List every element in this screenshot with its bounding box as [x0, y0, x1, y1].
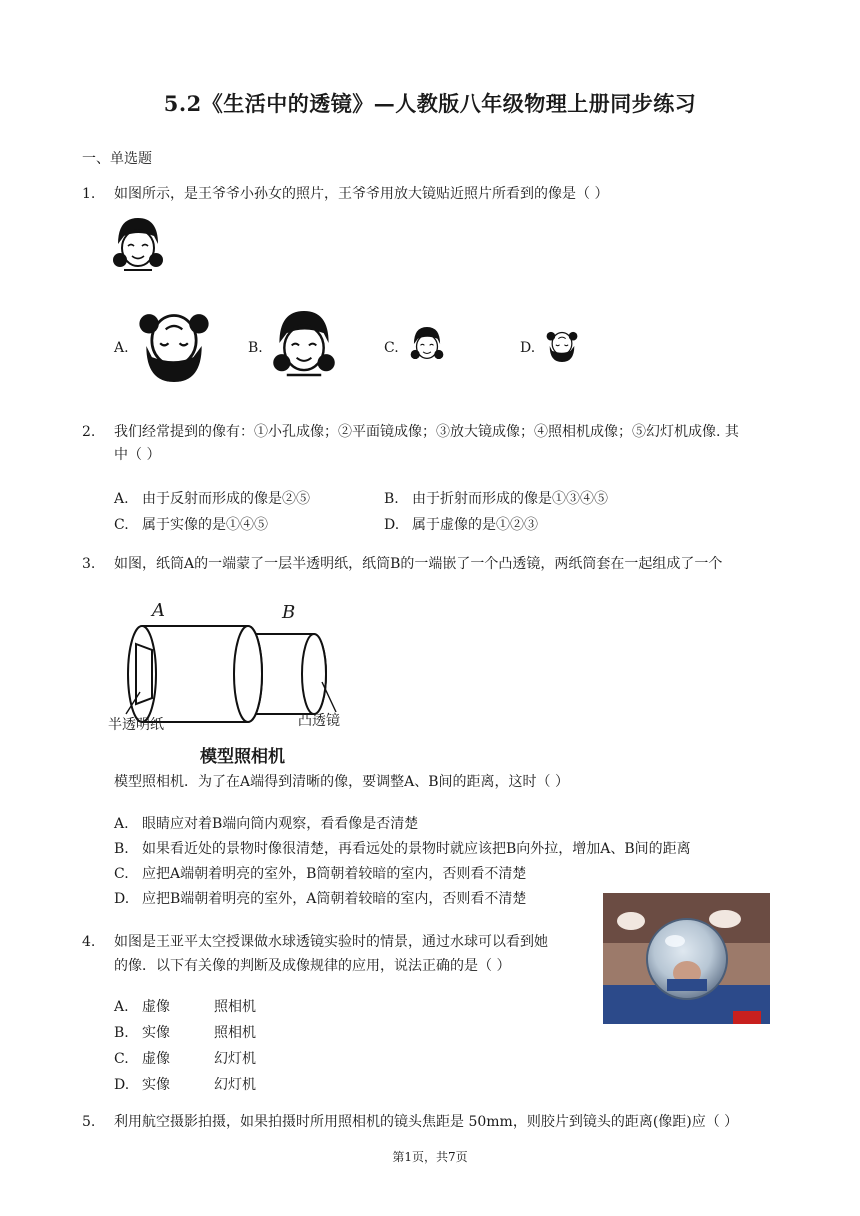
- q3-option-d-label: D.: [114, 891, 130, 907]
- q3-option-d[interactable]: [114, 888, 526, 908]
- q1-option-b-image: [272, 306, 336, 380]
- q4-option-b-image-type: 实像: [142, 1025, 170, 1041]
- q3-option-c[interactable]: [114, 863, 526, 883]
- q1-text: 如图所示，是王爷爷小孙女的照片，王爷爷用放大镜贴近照片所看到的像是（ ）: [114, 186, 609, 202]
- q4-option-d[interactable]: [114, 1074, 256, 1094]
- q2-option-c[interactable]: [114, 514, 268, 534]
- q1-option-d-image: [546, 326, 578, 366]
- q2-option-b-label: B.: [384, 491, 399, 507]
- q3-text-line1: 如图，纸筒A的一端蒙了一层半透明纸，纸筒B的一端嵌了一个凸透镜，两纸筒套在一起组成了一个: [114, 556, 723, 572]
- q4-option-d-application: 幻灯机: [214, 1077, 256, 1093]
- q2-option-b[interactable]: [384, 488, 608, 508]
- q4-option-c[interactable]: [114, 1048, 256, 1068]
- q2-option-d[interactable]: [384, 514, 538, 534]
- q2-text-line1: 我们经常提到的像有：①小孔成像；②平面镜成像；③放大镜成像；④照相机成像；⑤幻灯机成像. 其: [114, 424, 739, 440]
- q3-option-a-text: 眼睛应对着B端向筒内观察，看看像是否清楚: [142, 816, 419, 832]
- q4-option-a-label: A.: [114, 999, 129, 1015]
- q1-option-a-image: [138, 300, 210, 392]
- q4-option-b-application: 照相机: [214, 1025, 256, 1041]
- q2-option-b-text: 由于折射而形成的像是①③④⑤: [412, 491, 608, 507]
- q1-option-c-label[interactable]: C.: [384, 340, 399, 356]
- q3-option-b-label: B.: [114, 841, 129, 857]
- q5-number: 5.: [82, 1114, 96, 1130]
- q4-option-a[interactable]: [114, 996, 256, 1016]
- q1-option-c-image: [410, 324, 444, 364]
- q3-figure-camera-model: [108, 598, 358, 770]
- section-heading: 一、单选题: [82, 151, 152, 167]
- page-footer: 第1页，共7页: [392, 1150, 468, 1164]
- q3-figure-label-paper: 半透明纸: [108, 717, 164, 733]
- q3-number: 3.: [82, 556, 96, 572]
- q3-option-a-label: A.: [114, 816, 129, 832]
- q3-option-d-text: 应把B端朝着明亮的室外，A筒朝着较暗的室内，否则看不清楚: [142, 891, 527, 907]
- q4-option-c-image-type: 虚像: [142, 1051, 170, 1067]
- q1-option-a-label[interactable]: A.: [114, 340, 129, 356]
- q2-option-a-label: A.: [114, 491, 129, 507]
- q4-option-c-label: C.: [114, 1051, 129, 1067]
- q4-text-line2: 的像．以下有关像的判断及成像规律的应用，说法正确的是（ ）: [114, 958, 511, 974]
- q4-photo-water-ball: [603, 893, 770, 1024]
- q4-text-line1: 如图是王亚平太空授课做水球透镜实验时的情景，通过水球可以看到她: [114, 934, 548, 950]
- q2-option-a-text: 由于反射而形成的像是②⑤: [142, 491, 310, 507]
- q4-option-d-image-type: 实像: [142, 1077, 170, 1093]
- q3-figure-label-a: A: [152, 600, 165, 621]
- q2-text-line2: 中（ ）: [114, 447, 161, 463]
- q1-number: 1.: [82, 186, 96, 202]
- q2-option-d-label: D.: [384, 517, 400, 533]
- q1-photo-girl: [112, 214, 164, 274]
- q1-option-b-label[interactable]: B.: [248, 340, 263, 356]
- q4-option-a-application: 照相机: [214, 999, 256, 1015]
- q2-option-a[interactable]: [114, 488, 310, 508]
- q3-option-b-text: 如果看近处的景物时像很清楚，再看远处的景物时就应该把B向外拉，增加A、B间的距离: [142, 841, 691, 857]
- q3-option-c-label: C.: [114, 866, 129, 882]
- q1-option-d-label[interactable]: D.: [520, 340, 536, 356]
- q4-option-b-label: B.: [114, 1025, 129, 1041]
- q3-option-a[interactable]: [114, 813, 418, 833]
- q3-option-c-text: 应把A端朝着明亮的室外，B筒朝着较暗的室内，否则看不清楚: [142, 866, 527, 882]
- q4-number: 4.: [82, 934, 96, 950]
- q3-option-b[interactable]: [114, 838, 691, 858]
- q2-option-c-label: C.: [114, 517, 129, 533]
- q3-text-line2: 模型照相机．为了在A端得到清晰的像，要调整A、B间的距离，这时（ ）: [114, 774, 569, 790]
- q4-option-c-application: 幻灯机: [214, 1051, 256, 1067]
- q2-option-d-text: 属于虚像的是①②③: [412, 517, 538, 533]
- q4-option-d-label: D.: [114, 1077, 130, 1093]
- q4-option-b[interactable]: [114, 1022, 256, 1042]
- q2-option-c-text: 属于实像的是①④⑤: [142, 517, 268, 533]
- q3-figure-caption: 模型照相机: [200, 747, 285, 767]
- q5-text: 利用航空摄影拍摄，如果拍摄时所用照相机的镜头焦距是 50mm，则胶片到镜头的距离(像距)应（ ）: [114, 1114, 739, 1130]
- q4-option-a-image-type: 虚像: [142, 999, 170, 1015]
- q2-number: 2.: [82, 424, 96, 440]
- page-title: 5.2《生活中的透镜》—人教版八年级物理上册同步练习: [163, 91, 697, 116]
- q3-figure-label-lens: 凸透镜: [298, 713, 340, 729]
- q3-figure-label-b: B: [282, 602, 296, 623]
